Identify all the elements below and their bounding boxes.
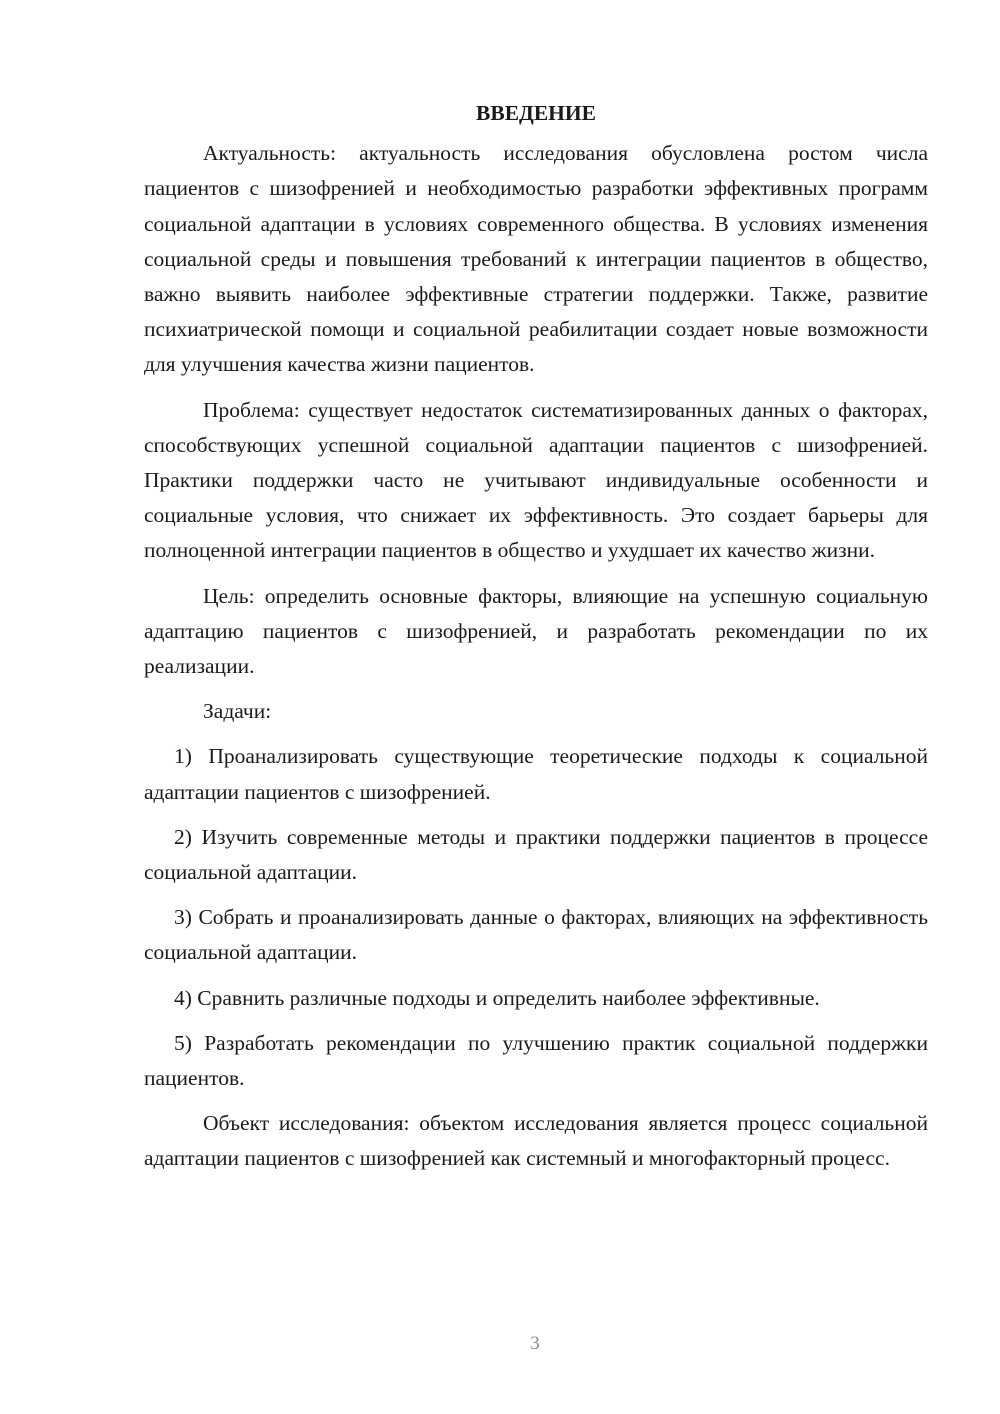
task-item-5: 5) Разработать рекомендации по улучшению практик социальной поддержки пациентов. <box>144 1030 928 1091</box>
task-item-2: 2) Изучить современные методы и практики поддержки пациентов в процессе социальной адаптации. <box>144 824 928 885</box>
paragraph-goal: Цель: определить основные факторы, влияющие на успешную социальную адаптацию пациентов с шизофренией, и разработать рекомендации по их реализации. <box>144 583 928 679</box>
task-item-4: 4) Сравнить различные подходы и определить наиболее эффективные. <box>174 985 820 1010</box>
task-item-1: 1) Проанализировать существующие теоретические подходы к социальной адаптации пациентов с шизофренией. <box>144 744 928 804</box>
paragraph-object: Объект исследования: объектом исследования является процесс социальной адаптации пациентов с шизофренией как системный и многофакторный процесс. <box>144 1111 928 1171</box>
page-number: 3 <box>530 1333 540 1354</box>
tasks-heading: Задачи: <box>203 699 272 724</box>
task-item-3: 3) Собрать и проанализировать данные о факторах, влияющих на эффективность социальной адаптации. <box>144 905 928 965</box>
paragraph-problem: Проблема: существует недостаток систематизированных данных о факторах, способствующих успешной социальной адаптации пациентов с шизофренией. Практики поддержки часто не учитывают индивидуальные особенности и социальные условия, что снижает их эффективность. Это создает барьеры для полноценной интеграции пациентов в общество и ухудшает их качество жизни. <box>144 397 928 563</box>
paragraph-relevance: Актуальность: актуальность исследования обусловлена ростом числа пациентов с шизофренией и необходимостью разработки эффективных программ социальной адаптации в условиях современного общества. В условиях изменения социальной среды и повышения требований к интеграции пациентов в общество, важно выявить наиболее эффективные стратегии поддержки. Также, развитие психиатрической помощи и социальной реабилитации создает новые возможности для улучшения качества жизни пациентов. <box>144 141 928 377</box>
section-title: ВВЕДЕНИЕ <box>476 101 596 125</box>
document-body <box>144 96 928 1187</box>
